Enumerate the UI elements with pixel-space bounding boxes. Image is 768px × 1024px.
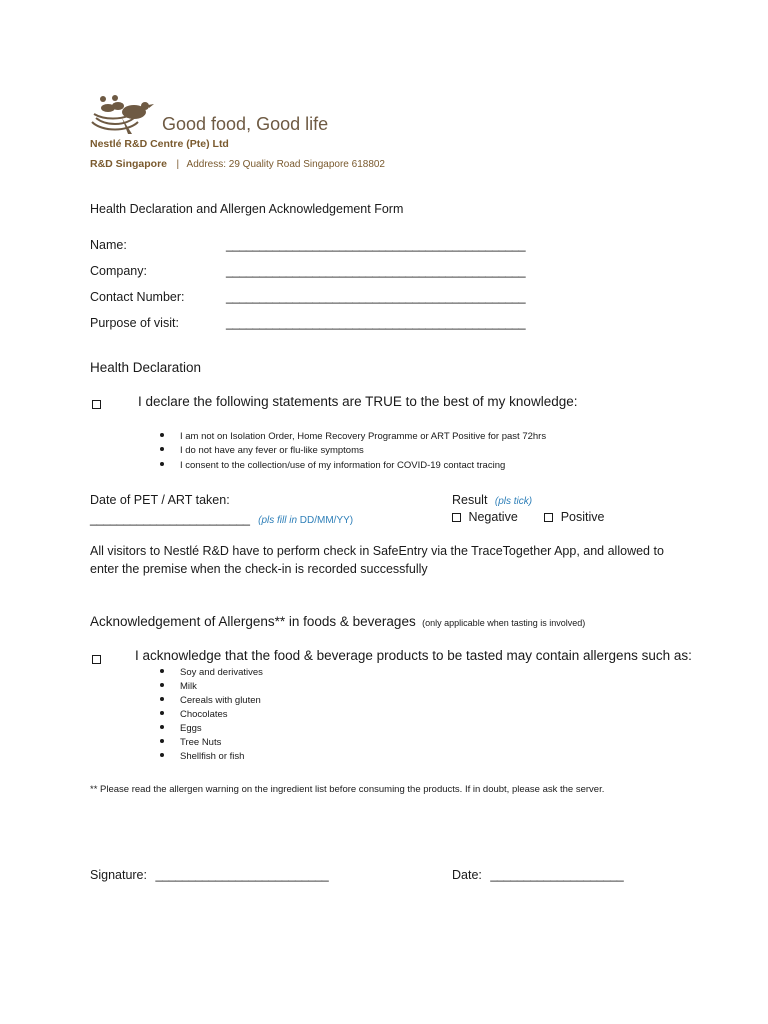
negative-label: Negative bbox=[468, 510, 518, 524]
test-date-label: Date of PET / ART taken: bbox=[90, 493, 230, 507]
allergen-item: Chocolates bbox=[160, 709, 228, 720]
allergen-item: Tree Nuts bbox=[160, 737, 221, 748]
bullet-item: I am not on Isolation Order, Home Recovery Programme or ART Positive for past 72hrs bbox=[160, 431, 546, 442]
company-name: Nestlé R&D Centre (Pte) Ltd bbox=[90, 138, 229, 150]
safeentry-text-line1: All visitors to Nestlé R&D have to perform check in SafeEntry via the TraceTogether App, and allowed to bbox=[90, 544, 664, 558]
allergen-item: Eggs bbox=[160, 723, 202, 734]
negative-checkbox[interactable] bbox=[452, 513, 461, 522]
signature-label: Signature: bbox=[90, 868, 147, 882]
form-title: Health Declaration and Allergen Acknowledgement Form bbox=[90, 202, 404, 216]
acknowledge-checkbox[interactable] bbox=[92, 655, 101, 664]
date-format: DD/MM/YY) bbox=[299, 515, 354, 526]
allergen-item: Shellfish or fish bbox=[160, 751, 244, 762]
allergen-item: Milk bbox=[160, 681, 197, 692]
allergen-footnote: ** Please read the allergen warning on the ingredient list before consuming the products. If in doubt, please ask the server. bbox=[90, 784, 605, 795]
contact-number-field[interactable]: _____________________________________________ bbox=[226, 290, 526, 304]
positive-label: Positive bbox=[560, 510, 605, 524]
declaration-text: I declare the following statements are TRUE to the best of my knowledge: bbox=[138, 394, 578, 409]
acknowledge-text: I acknowledge that the food & beverage products to be tasted may contain allergens such as: bbox=[135, 648, 692, 663]
result-hint: (pls tick) bbox=[494, 496, 533, 507]
address: Address: 29 Quality Road Singapore 618802 bbox=[186, 159, 385, 170]
bullet-item: I consent to the collection/use of my information for COVID-19 contact tracing bbox=[160, 460, 505, 471]
health-heading: Health Declaration bbox=[90, 360, 202, 375]
signature-row bbox=[90, 866, 328, 884]
allergen-item: Cereals with gluten bbox=[160, 695, 261, 706]
tagline: Good food, Good life bbox=[162, 114, 329, 134]
allergen-item: Soy and derivatives bbox=[160, 667, 263, 678]
address-line bbox=[90, 154, 385, 172]
name-label: Name: bbox=[90, 238, 127, 252]
sign-date-field[interactable]: ____________________ bbox=[490, 868, 624, 882]
allergen-heading: Acknowledgement of Allergens** in foods & beverages bbox=[90, 614, 416, 629]
result-label-row bbox=[452, 491, 532, 509]
signature-field[interactable]: __________________________ bbox=[155, 868, 329, 882]
contact-number-label: Contact Number: bbox=[90, 290, 185, 304]
result-options bbox=[452, 508, 604, 526]
separator: | bbox=[176, 159, 180, 170]
division: R&D Singapore bbox=[90, 158, 168, 170]
bird-nest-icon bbox=[88, 92, 154, 136]
date-hint: (pls fill in bbox=[258, 515, 300, 526]
result-label: Result bbox=[452, 493, 488, 507]
positive-checkbox[interactable] bbox=[544, 513, 553, 522]
declaration-checkbox[interactable] bbox=[92, 400, 101, 409]
company-label: Company: bbox=[90, 264, 147, 278]
positive-option[interactable] bbox=[544, 508, 604, 525]
name-field[interactable]: _____________________________________________ bbox=[226, 238, 526, 252]
bullet-item: I do not have any fever or flu-like symptoms bbox=[160, 445, 364, 456]
test-date-field[interactable]: ________________________ bbox=[90, 512, 250, 526]
sign-date-row bbox=[452, 866, 623, 884]
allergen-heading-row bbox=[90, 613, 585, 631]
negative-option[interactable] bbox=[452, 508, 522, 525]
purpose-label: Purpose of visit: bbox=[90, 316, 179, 330]
declaration-row bbox=[92, 395, 101, 413]
sign-date-label: Date: bbox=[452, 868, 482, 882]
safeentry-text-line2: enter the premise when the check-in is recorded successfully bbox=[90, 562, 428, 576]
acknowledge-row bbox=[92, 650, 101, 668]
allergen-heading-note: (only applicable when tasting is involved) bbox=[422, 618, 586, 628]
purpose-field[interactable]: _____________________________________________ bbox=[226, 316, 526, 330]
test-date-row bbox=[90, 510, 353, 528]
company-field[interactable]: _____________________________________________ bbox=[226, 264, 526, 278]
nestle-logo bbox=[88, 92, 154, 136]
